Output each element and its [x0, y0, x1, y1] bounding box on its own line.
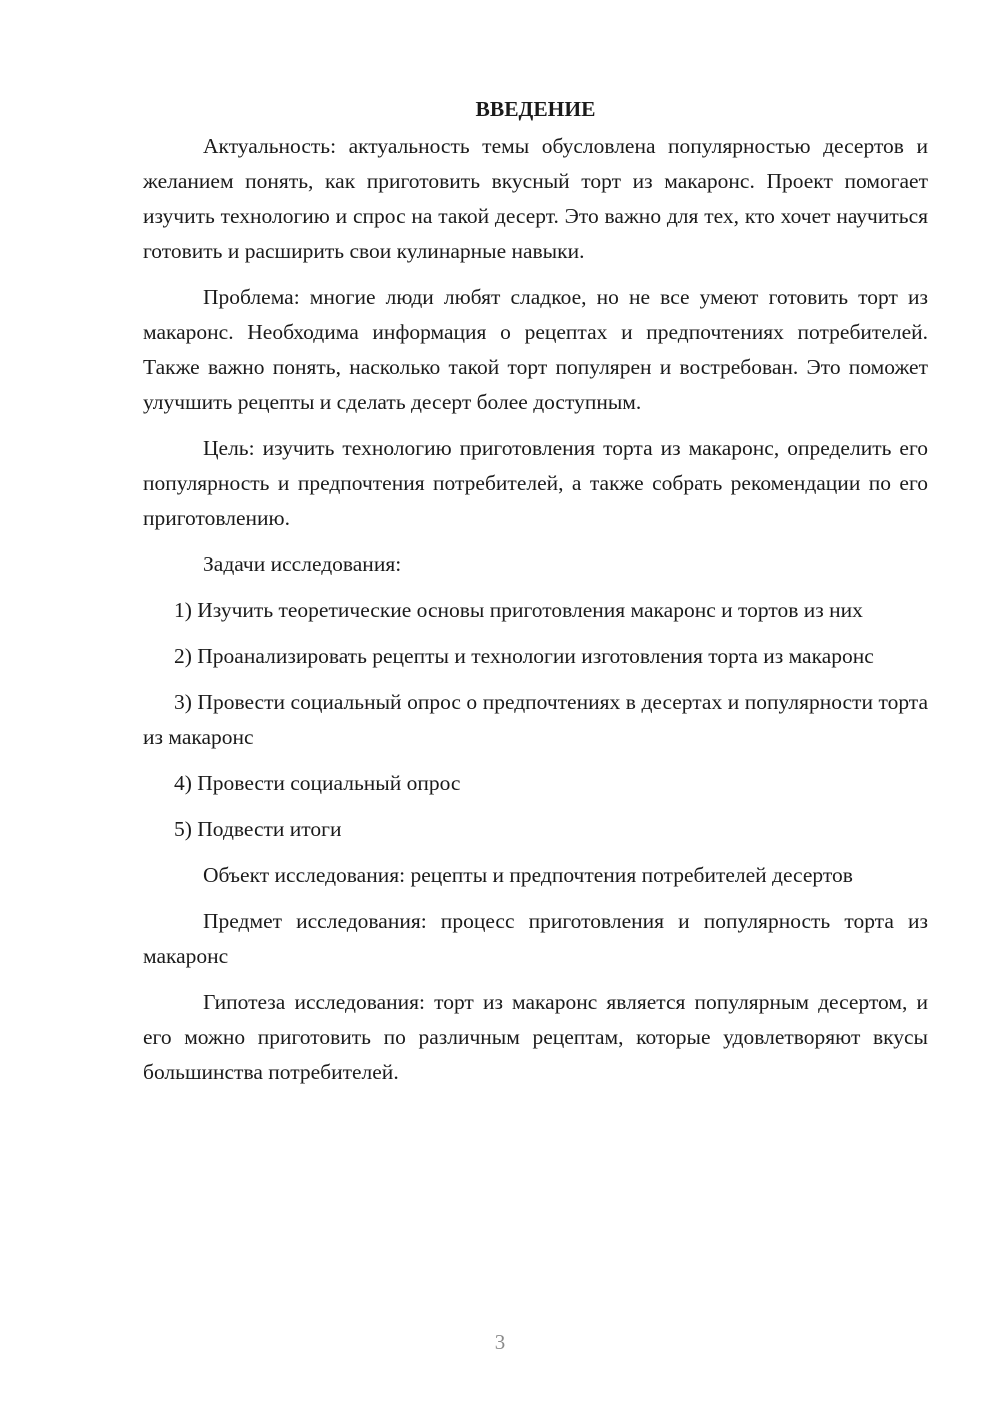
paragraph-goal: Цель: изучить технологию приготовления торта из макаронс, определить его популярность и предпочтения потребителей, а также собрать рекомендации по его приготовлению. [143, 436, 928, 530]
paragraph-tasks-title: Задачи исследования: [203, 552, 402, 576]
paragraph-subject: Предмет исследования: процесс приготовления и популярность торта из макаронс [143, 909, 928, 968]
task-item-3: 3) Провести социальный опрос о предпочтениях в десертах и популярности торта из макаронс [143, 690, 928, 749]
task-item-4: 4) Провести социальный опрос [174, 771, 461, 795]
page-number: 3 [494, 1330, 506, 1354]
paragraph-object: Объект исследования: рецепты и предпочтения потребителей десертов [203, 863, 853, 887]
task-item-5: 5) Подвести итоги [174, 817, 342, 841]
task-item-2: 2) Проанализировать рецепты и технологии изготовления торта из макаронс [174, 644, 874, 668]
document-page [143, 92, 928, 1101]
paragraph-hypothesis: Гипотеза исследования: торт из макаронс является популярным десертом, и его можно приготовить по различным рецептам, которые удовлетворяют вкусы большинства потребителей. [143, 990, 928, 1084]
paragraph-relevance: Актуальность: актуальность темы обусловлена популярностью десертов и желанием понять, как приготовить вкусный торт из макаронс. Проект помогает изучить технологию и спрос на такой десерт. Это важно для тех, кто хочет научиться готовить и расширить свои кулинарные навыки. [143, 134, 928, 263]
section-heading: ВВЕДЕНИЕ [475, 97, 596, 121]
paragraph-problem: Проблема: многие люди любят сладкое, но не все умеют готовить торт из макаронс. Необходима информация о рецептах и предпочтениях потребителей. Также важно понять, насколько такой торт популярен и востребован. Это поможет улучшить рецепты и сделать десерт более доступным. [143, 285, 928, 414]
task-item-1: 1) Изучить теоретические основы приготовления макаронс и тортов из них [174, 598, 863, 622]
